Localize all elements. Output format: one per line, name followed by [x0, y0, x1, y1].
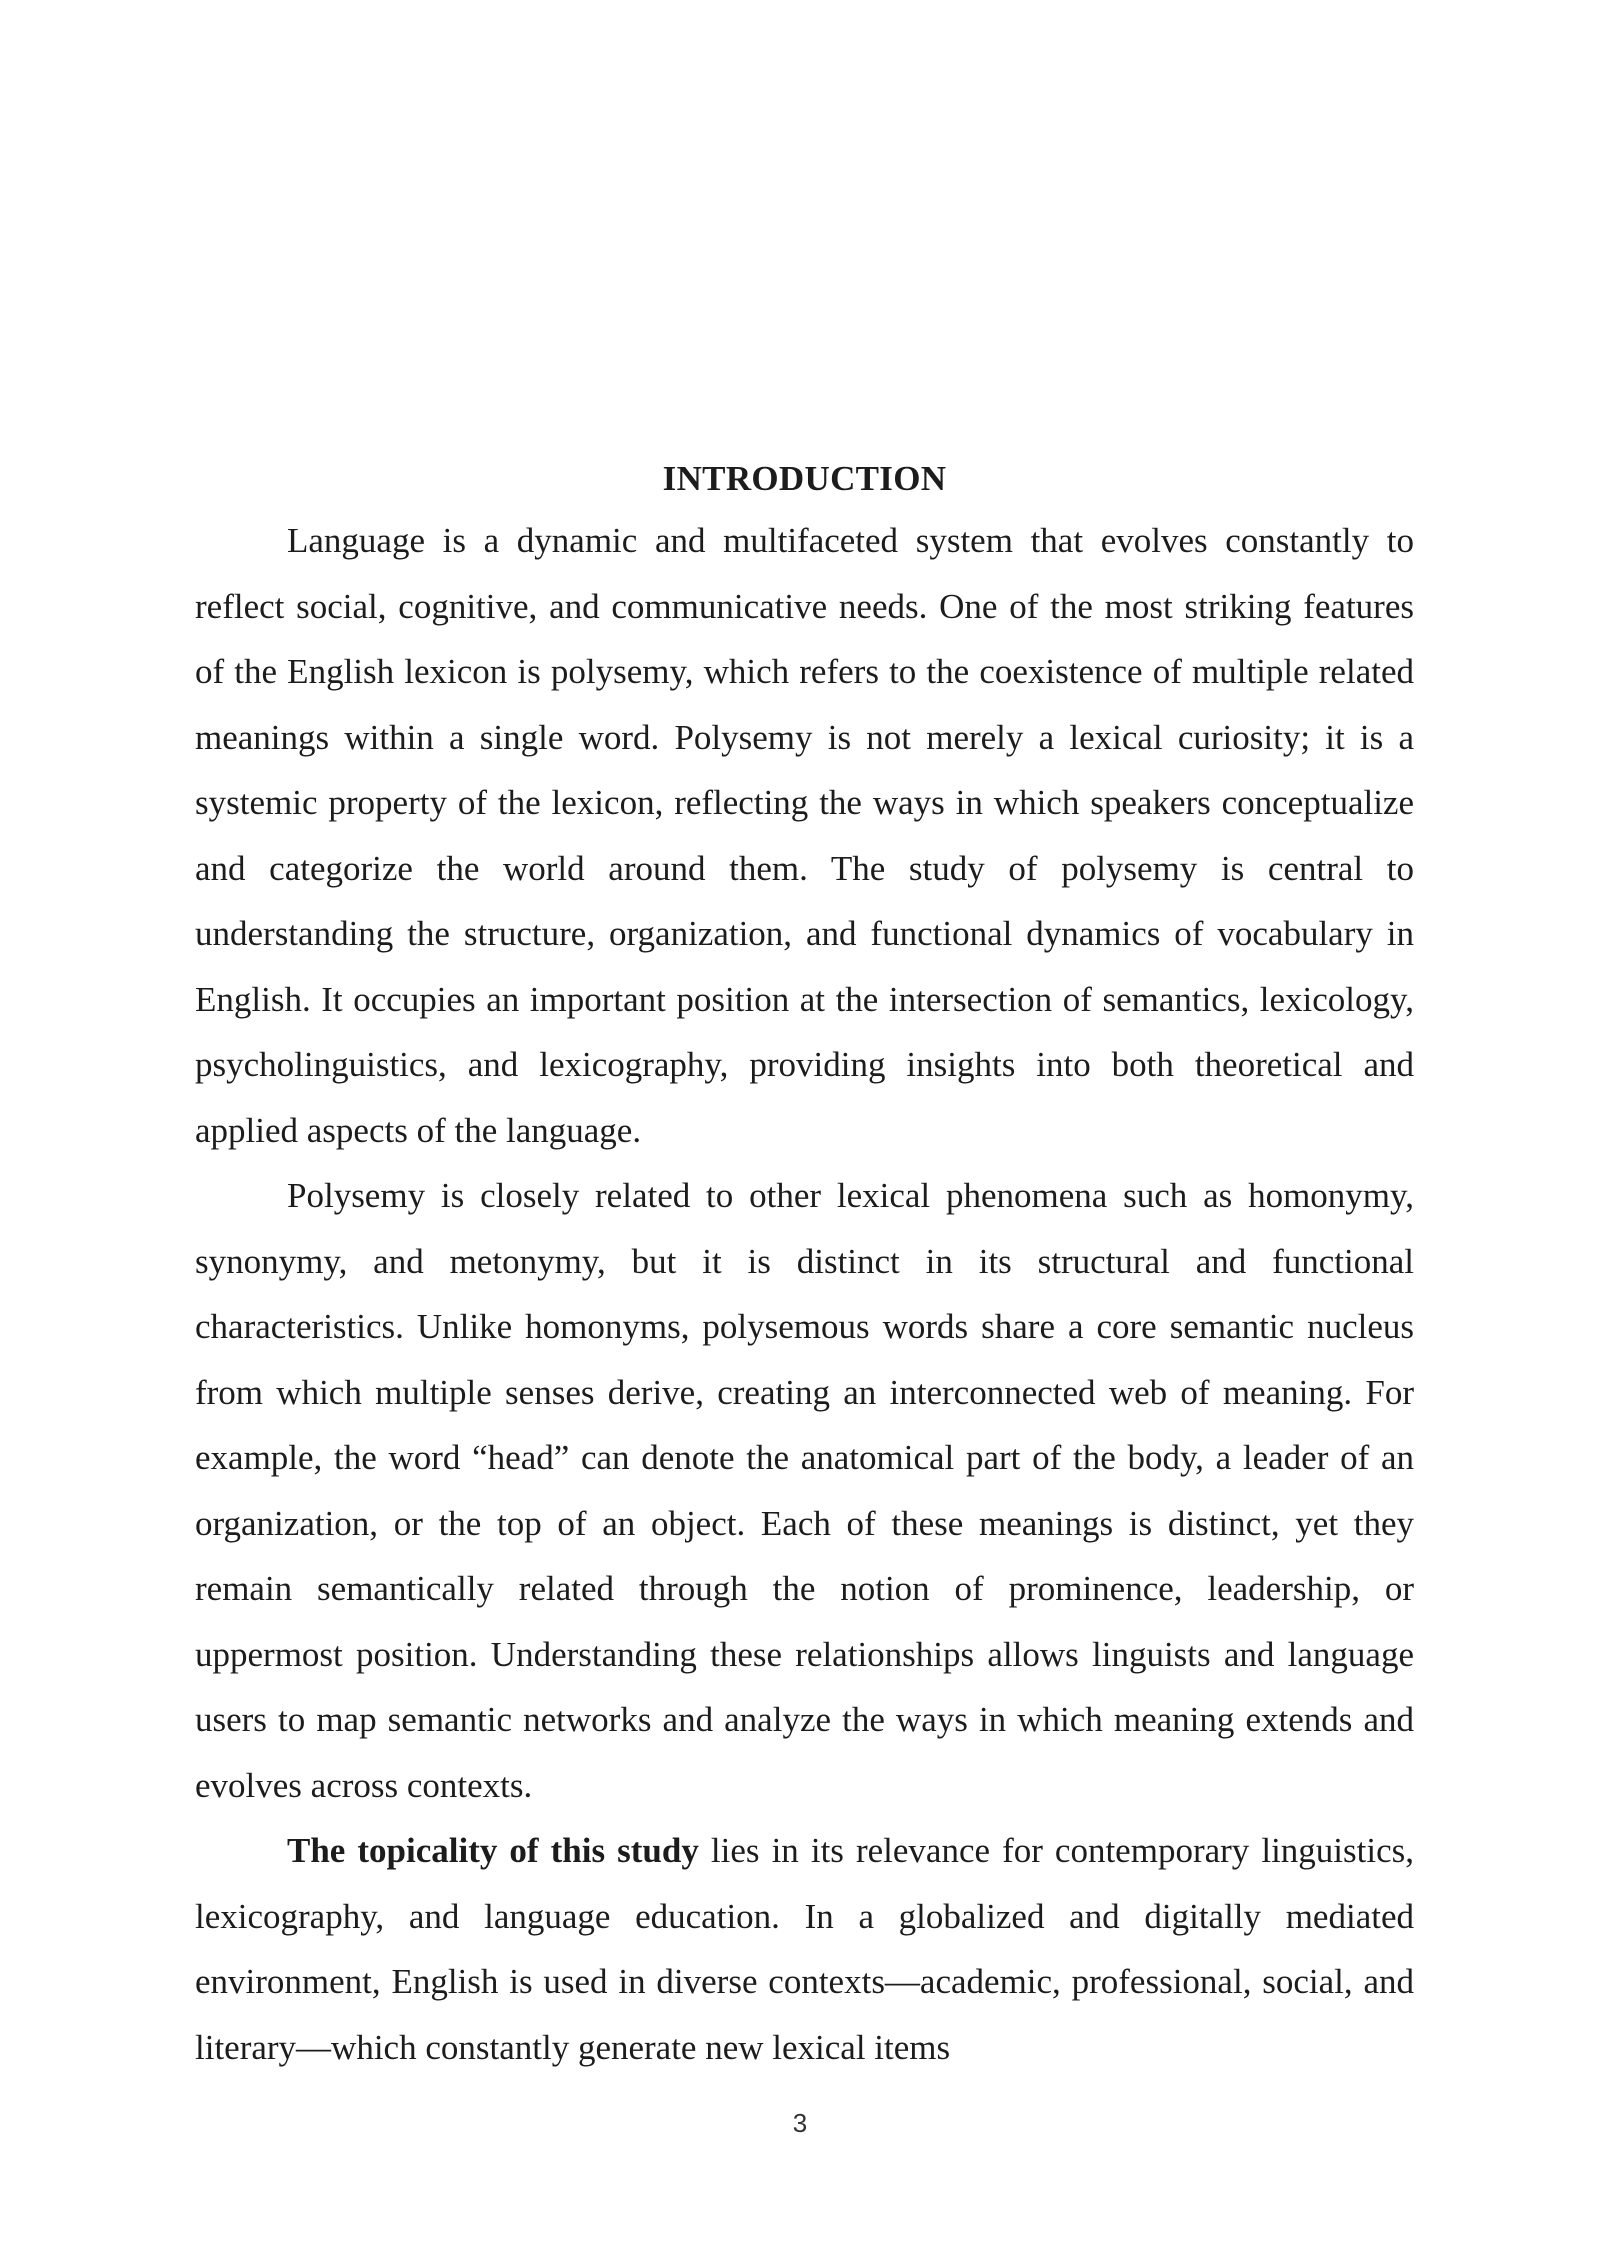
paragraph-1	[195, 508, 1414, 1163]
page-heading: INTRODUCTION	[662, 459, 947, 498]
paragraph-2	[195, 1163, 1414, 1818]
paragraph-3	[195, 1818, 1414, 2080]
paragraph-3-bold-lead: The topicality of this study	[287, 1831, 699, 1870]
page-number: 3	[792, 2108, 808, 2138]
paragraph-1-text: Language is a dynamic and multifaceted system that evolves constantly to reflect social, cognitive, and communicative needs. One of the most striking features of the English lexicon is polysemy, which refers to the coexistence of multiple related meanings within a single word. Polysemy is not merely a lexical curiosity; it is a systemic property of the lexicon, reflecting the ways in which speakers conceptualize and categorize the world around them. The study of polysemy is central to understanding the structure, organization, and functional dynamics of vocabulary in English. It occupies an important position at the intersection of semantics, lexicology, psycholinguistics, and lexicography, providing insights into both theoretical and applied aspects of the language.	[195, 521, 1414, 1150]
paragraph-2-text: Polysemy is closely related to other lexical phenomena such as homonymy, synonymy, and metonymy, but it is distinct in its structural and functional characteristics. Unlike homonyms, polysemous words share a core semantic nucleus from which multiple senses derive, creating an interconnected web of meaning. For example, the word “head” can denote the anatomical part of the body, a leader of an organization, or the top of an object. Each of these meanings is distinct, yet they remain semantically related through the notion of prominence, leadership, or uppermost position. Understanding these relationships allows linguists and language users to map semantic networks and analyze the ways in which meaning extends and evolves across contexts.	[195, 1176, 1414, 1805]
page-body	[195, 450, 1414, 2080]
paragraph-3-text: lies in its relevance for contemporary linguistics, lexicography, and language education. In a globalized and digitally mediated environment, English is used in diverse contexts—academic, professional, social, and literary—which constantly generate new lexical items	[195, 1831, 1414, 2067]
